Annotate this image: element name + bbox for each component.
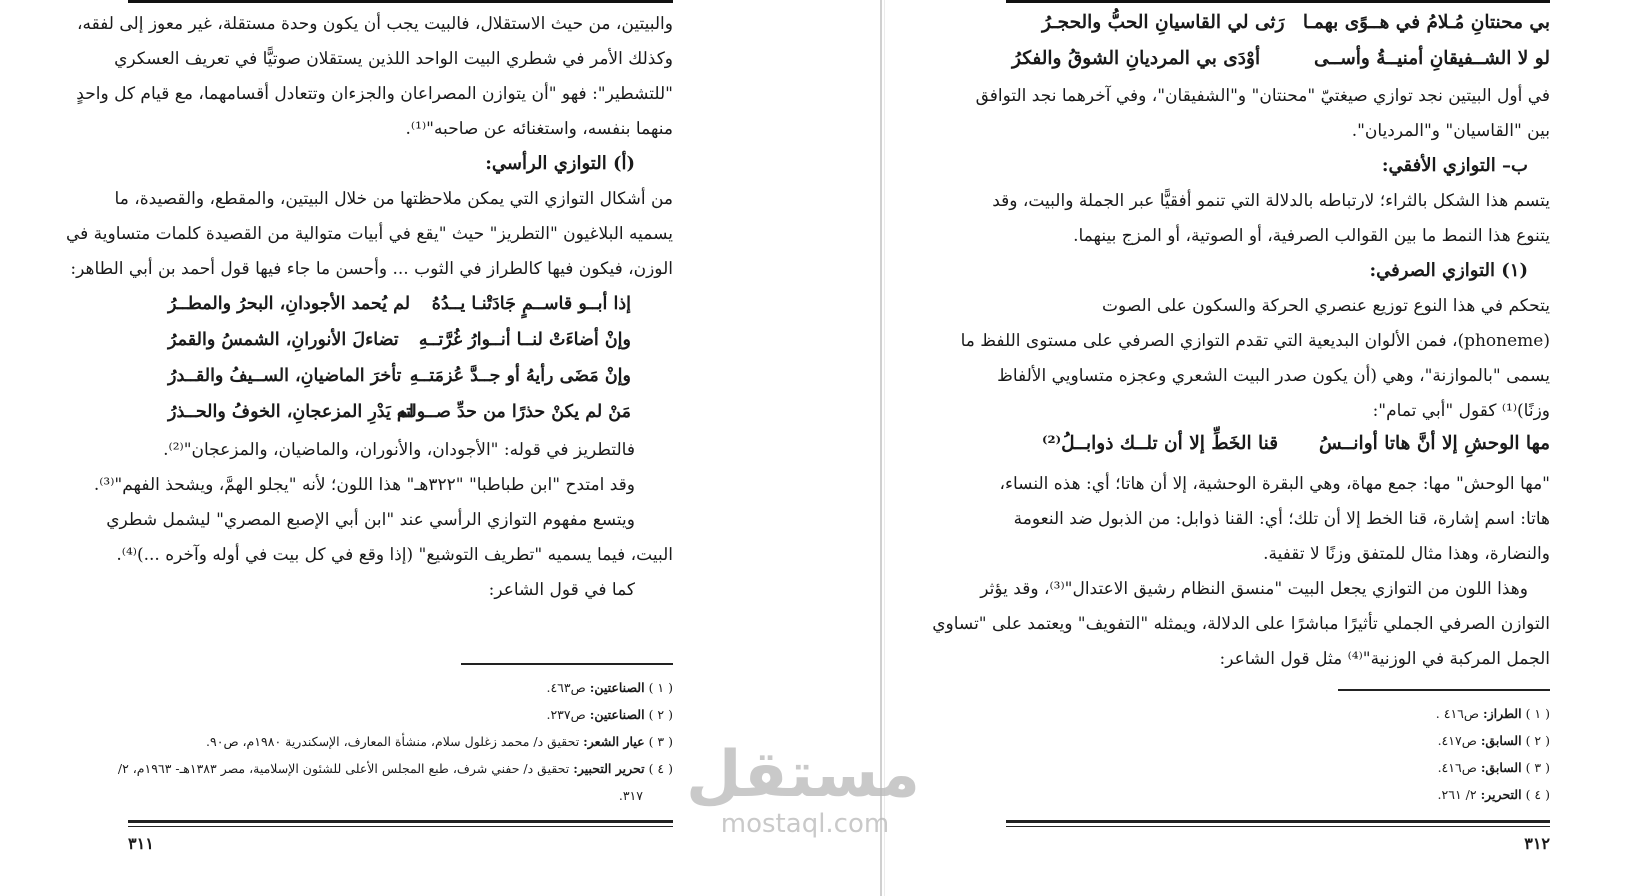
paragraph-line: الوزن، فيكون فيها كالطراز في الثوب ... وأحسن ما جاء فيها قول أحمد بن أبي الطاهر: (70, 259, 673, 279)
verse-second-hemistich: تأخرَ الماضيانِ، الســيفُ والقــدرُ (168, 366, 402, 386)
paragraph-line: الجمل المركبة في الوزنية"⁽⁴⁾ مثل قول الشاعر: (1219, 649, 1550, 669)
section-heading: (١) التوازي الصرفي: (1369, 260, 1528, 281)
paragraph-line: يتنوع هذا النمط ما بين القوالب الصرفية، أو الصوتية، أو المزج بينهما. (1073, 226, 1550, 246)
section-heading: ب– التوازي الأفقي: (1381, 155, 1528, 176)
verse-second-hemistich: لم يُحمد الأجودانِ، البحرُ والمطــرُ (168, 294, 411, 314)
left-page (65, 0, 673, 896)
footnote-title: السابق: (1480, 733, 1522, 748)
paragraph-line: وكذلك الأمر في شطري البيت الواحد اللذين يستقلان صوتيًّا في تعريف العسكري (114, 49, 673, 69)
paragraph-line: "مها الوحش" مها: جمع مهاة، وهي البقرة الوحشية، إلا أن هاتا؛ أي: هذه النساء، (999, 474, 1550, 494)
page-number: ٣١٢ (1524, 834, 1550, 853)
paragraph-line: البيت، فيما يسميه "تطريف التوشيع" (إذا وقع في كل بيت في أوله وآخره ...)⁽⁴⁾. (116, 545, 673, 565)
paragraph-line: ويتسع مفهوم التوازي الرأسي عند "ابن أبي الإصبع المصري" ليشمل شطري (106, 510, 635, 530)
paragraph-line: من أشكال التوازي التي يمكن ملاحظتها من خلال البيتين، والمقطع، والقصيدة، ما (114, 189, 673, 209)
paragraph-line: في أول البيتين نجد توازي صيغتيّ "محنتان" و"الشفيقان"، وفي آخرهما نجد التوافق (975, 86, 1550, 106)
footnote (1436, 706, 1550, 721)
footnote-text: ص٤٦٣. (546, 680, 586, 695)
page-number: ٣١١ (128, 834, 154, 853)
bottom-rule (128, 820, 673, 823)
paragraph-line: فالتطريز في قوله: "الأجودان، والأنوران، والماضيان، والمزعجان"⁽²⁾. (163, 440, 635, 460)
paragraph-line: هاتا: اسم إشارة، قنا الخط إلا أن تلك؛ أي: القنا ذوابل: من الذبول ضد النعومة (1013, 509, 1550, 529)
footnote-continuation (619, 788, 643, 803)
footnote-separator (1338, 689, 1550, 691)
footnote-title: الطراز: (1483, 706, 1522, 721)
footnote (1438, 760, 1550, 775)
watermark (685, 738, 920, 839)
bottom-rule-thin (1006, 826, 1550, 827)
verse-first-hemistich: لو لا الشــفيقانِ أمنيــةُ وأســى (1314, 48, 1550, 69)
footnote-number: ( ٤ ) (1525, 787, 1550, 802)
footnote-number: ( ١ ) (1525, 706, 1550, 721)
verse-first-hemistich: بي محنتانِ مُـلامُ في هــوًى بهمـا (1302, 12, 1550, 33)
paragraph-line: يتسم هذا الشكل بالثراء؛ لارتباطه بالدلالة التي تنمو أفقيًّا عبر الجملة والبيت، وقد (992, 191, 1550, 211)
footnote-number: ( ٣ ) (1525, 760, 1550, 775)
verse-first-hemistich: مَنْ لم يكنْ حذرًا من حدِّ صــولته (396, 402, 631, 422)
verse-second-hemistich: أوْدَى بي المرديانِ الشوقُ والفكرُ (1012, 48, 1261, 69)
footnote (1438, 733, 1550, 748)
footnote-text: ص٤١٦ . (1435, 706, 1480, 721)
right-page (932, 0, 1550, 896)
footnote-text: تحقيق د/ حفني شرف، طبع المجلس الأعلى للشئون الإسلامية، مصر ١٣٨٣هـ- ١٩٦٣م، ٢/ (117, 761, 570, 776)
paragraph-line: منهما بنفسه، واستغنائه عن صاحبه"⁽¹⁾. (405, 119, 673, 139)
verse-second-hemistich: رَثى لي القاسيانِ الحبُّ والحجـرُ (1042, 12, 1285, 33)
paragraph-line: بين "القاسيان" و"المرديان". (1351, 121, 1550, 141)
footnote (546, 680, 673, 695)
footnote-text: ٢/ ٢٦١. (1437, 787, 1477, 802)
footnote-separator (461, 663, 673, 665)
footnote-text: ص٤١٦. (1437, 760, 1477, 775)
verse-second-hemistich: لم يَدْرِ المزعجانِ، الخوفُ والحــذرُ (168, 402, 414, 422)
watermark-latin: mostaql.com (720, 809, 890, 839)
footnote-text: تحقيق د/ محمد زغلول سلام، منشأة المعارف، الإسكندرية ١٩٨٠م، ص٩٠. (206, 734, 580, 749)
paragraph-line: يسميه البلاغيون "التطريز" حيث "يقع في أبيات متوالية من القصيدة كلمات متساوية في (65, 224, 673, 244)
footnote-title: عيار الشعر: (583, 734, 645, 749)
footnote-title: تحرير التحبير: (573, 761, 645, 776)
bottom-rule-thin (128, 826, 673, 827)
watermark-arabic: مستقل (685, 738, 920, 812)
footnote-number: ( ٤ ) (648, 761, 673, 776)
verse-first-hemistich: إذا أبــو قاســمٍ جَادَتْنـا يــدُهُ (431, 294, 631, 314)
footnote-text: ص٢٣٧. (546, 707, 586, 722)
footnote-number: ( ٢ ) (1525, 733, 1550, 748)
verse-first-hemistich: وإنْ أضاءَتْ لنــا أنــوارُ غُرَّتــهِ (418, 330, 631, 350)
footnote-title: التحرير: (1480, 787, 1522, 802)
paragraph-line: وقد امتدح "ابن طباطبا" "٣٢٢هـ" هذا اللون؛ لأنه "يجلو الهمَّ، ويشحذ الفهم"⁽³⁾. (93, 475, 635, 495)
verse-first-hemistich: وإنْ مَضَى رأيهُ أو جــدَّ عُزمَتــهِ (409, 366, 631, 386)
paragraph-line: كما في قول الشاعر: (488, 580, 635, 600)
paragraph-line: التوازن الصرفي الجملي تأثيرًا مباشرًا على الدلالة، ويمثله "التفويف" ويعتمد على "تساوي (932, 614, 1550, 634)
bottom-rule (1006, 820, 1550, 823)
paragraph-line: "للتشطير": فهو "أن يتوازن المصراعان والجزءان وتتعادل أقسامهما، مع قيام كل واحدٍ (76, 84, 673, 104)
section-heading: (أ) التوازي الرأسي: (485, 153, 635, 174)
verse-second-hemistich: تضاءلَ الأنورانِ، الشمسُ والقمرُ (168, 330, 399, 350)
footnote (1438, 787, 1550, 802)
verse-second-hemistich: قنا الخَطِّ إلا أن تلــك ذوابــلُ⁽²⁾ (1042, 433, 1279, 454)
paragraph-line: وهذا اللون من التوازي يجعل البيت "منسق النظام رشيق الاعتدال"⁽³⁾، وقد يؤثر (980, 579, 1528, 599)
footnote-number: ( ٢ ) (648, 707, 673, 722)
paragraph-line: (phoneme)، فمن الألوان البديعية التي تقدم التوازي الصرفي على مستوى اللفظ ما (960, 331, 1550, 351)
footnote (546, 707, 673, 722)
footnote-text: ص٤١٧. (1437, 733, 1477, 748)
paragraph-line: والبيتين، من حيث الاستقلال، فالبيت يجب أن يكون وحدة مستقلة، غير معوز إلى لفقه، (76, 14, 673, 34)
footnote-title: السابق: (1480, 760, 1522, 775)
verse-first-hemistich: مها الوحشِ إلا أنَّ هاتا أوانــسُ (1318, 433, 1550, 454)
footnote-number: ( ٣ ) (648, 734, 673, 749)
footnote (118, 761, 673, 776)
footnote (206, 734, 673, 749)
footnote-title: الصناعتين: (589, 680, 645, 695)
paragraph-line: وزنًا)⁽¹⁾ كقول "أبي تمام": (1372, 401, 1550, 421)
footnote-number: ( ١ ) (648, 680, 673, 695)
footnote-text: ٣١٧. (618, 788, 643, 803)
paragraph-line: يسمى "بالموازنة"، وهي (أن يكون صدر البيت الشعري وعجزه متساويي الألفاظ (997, 366, 1550, 386)
footnote-title: الصناعتين: (589, 707, 645, 722)
paragraph-line: والنضارة، وهذا مثال للمتفق وزنًا لا تقفية. (1263, 544, 1550, 564)
paragraph-line: يتحكم في هذا النوع توزيع عنصري الحركة والسكون على الصوت (1101, 296, 1550, 316)
